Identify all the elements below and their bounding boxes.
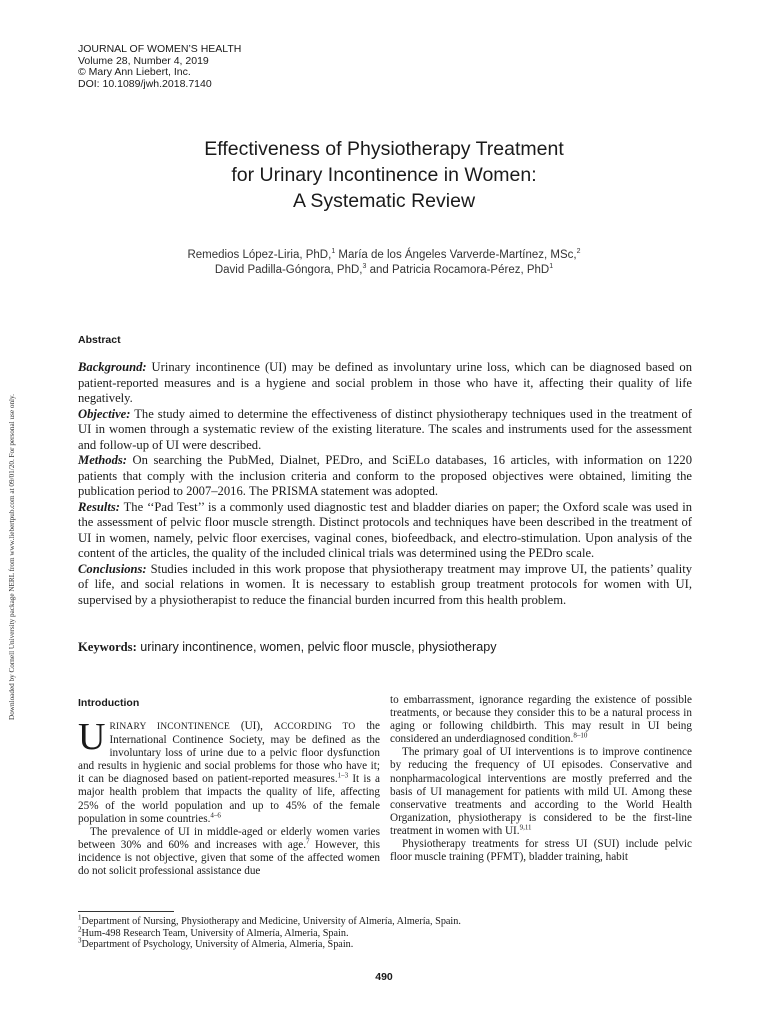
- journal-volume: Volume 28, Number 4, 2019: [78, 54, 209, 67]
- intro-paragraph-4: [390, 746, 692, 838]
- paragraph-text: However, this incidence is not objective, given that some of the affected women do not solicit professional assistance due: [78, 838, 380, 878]
- paragraph-text: Physiotherapy treatments for stress UI (SUI) include pelvic floor muscle training (PFMT), bladder training, habit: [390, 838, 692, 864]
- objective-text: The study aimed to determine the effectiveness of distinct physiotherapy techniques used in the treatment of UI in women through a systematic review of the existing literature. The scales and instruments used for the assessment and follow-up of UI were described.: [78, 406, 692, 452]
- objective-label: Objective:: [78, 406, 131, 421]
- footnote-marker: 3: [78, 936, 82, 945]
- paragraph-text: It is a major health problem that impacts the quality of life, affecting 25% of the world population and up to 45% of the female population in some countries.: [78, 773, 381, 825]
- results-label: Results:: [78, 499, 120, 514]
- keywords: [78, 640, 692, 656]
- background-label: Background:: [78, 360, 147, 374]
- journal-name: JOURNAL OF WOMEN’S HEALTH: [78, 43, 242, 55]
- author-name: Remedios López-Liria, PhD,: [187, 249, 332, 261]
- author-name: David Padilla-Góngora, PhD,: [214, 264, 363, 276]
- affiliation-marker: 3: [362, 263, 367, 271]
- paragraph-text: (UI),: [229, 720, 274, 732]
- abstract-background: [78, 360, 692, 407]
- citation-marker: 7: [306, 837, 310, 846]
- footnote-divider: [78, 911, 174, 912]
- footnote-text: Department of Nursing, Physiotherapy and Medicine, University of Almería, Almería, Spain.: [81, 916, 461, 927]
- footnote-text: Hum-498 Research Team, University of Almería, Almeria, Spain.: [81, 927, 349, 939]
- citation-marker: 4–6: [210, 810, 221, 819]
- background-text: Urinary incontinence (UI) may be defined as involuntary urine loss, which can be diagnosed based on patient-reported measures and is a hygiene and social problem in those who have it, affecting their quality of life negatively.: [78, 360, 692, 405]
- author-name: María de los Ángeles Varverde-Martínez, MSc,: [335, 249, 577, 261]
- footnote-marker: 1: [78, 913, 82, 922]
- abstract-objective: [78, 407, 692, 454]
- drop-cap: U: [78, 716, 106, 758]
- abstract-results: [78, 500, 692, 562]
- journal-doi: DOI: 10.1089/jwh.2018.7140: [78, 77, 212, 90]
- footnote-2: [78, 925, 692, 940]
- body-column-left: [78, 716, 381, 878]
- footnote-1: [78, 913, 692, 928]
- keywords-text: urinary incontinence, women, pelvic floor muscle, physiotherapy: [136, 640, 497, 654]
- affiliation-marker: 1: [331, 248, 336, 256]
- footnote-3: [78, 936, 692, 951]
- abstract-conclusions: [78, 562, 692, 609]
- body-column-right: [390, 694, 692, 864]
- title-line-1: Effectiveness of Physiotherapy Treatment: [204, 138, 564, 160]
- abstract-heading: Abstract: [78, 334, 121, 346]
- article-title: [78, 136, 690, 214]
- download-watermark: [8, 300, 22, 720]
- paragraph-text: The primary goal of UI interventions is to improve continence by reducing the frequency of UI episodes. Conservative and nonpharmacological interventions are mostly preferred and the basis of UI management for patients with mild UI. Among these conservative treatments and according to the World Health Organization, physiotherapy is considered to be the first-line treatment in women with UI.: [390, 746, 692, 837]
- paragraph-text: the International Continence Society, may be defined as the involuntary loss of urine due to a pelvic floor dysfunction and results in hygienic and social problems for those who have it; it can be diagnosed based on patient-reported measures.: [78, 720, 380, 786]
- citation-marker: 8–10: [573, 731, 588, 740]
- citation-marker: 1–3: [337, 771, 349, 780]
- title-line-2: for Urinary Incontinence in Women:: [231, 164, 537, 186]
- author-name: and Patricia Rocamora-Pérez, PhD: [366, 264, 550, 276]
- paragraph-text: The prevalence of UI in middle-aged or elderly women varies between 30% and 60% and increases with age.: [78, 825, 380, 851]
- title-line-3: A Systematic Review: [292, 190, 476, 212]
- methods-label: Methods:: [78, 453, 127, 467]
- small-caps-text: RINARY INCONTINENCE: [109, 722, 230, 732]
- affiliation-footnotes: [78, 913, 692, 951]
- conclusions-text: Studies included in this work propose that physiotherapy treatment may improve UI, the patients’ quality of life, and social relations in women. It is necessary to establish group treatment protocols for women with UI, supervised by a physiotherapist to reduce the financial burden incurred from this health problem.: [78, 561, 692, 607]
- small-caps-text: ACCORDING TO: [273, 722, 356, 732]
- abstract-methods: [78, 453, 692, 500]
- intro-paragraph-5: [390, 838, 692, 864]
- author-line-2: [78, 263, 690, 278]
- footnote-marker: 2: [78, 925, 82, 934]
- results-text: The ‘‘Pad Test’’ is a commonly used diagnostic test and bladder diaries on paper; the Oxford scale was used in the assessment of pelvic floor muscle strength. Distinct protocols and techniques have been described in the treatment of UI in women, namely, pelvic floor exercises, vaginal cones, biofeedback, and electro-stimulation. Upon analysis of the content of the articles, the quality of the included clinical trials was determined using the PEDro scale.: [78, 499, 692, 560]
- conclusions-label: Conclusions:: [78, 561, 147, 576]
- methods-text: On searching the PubMed, Dialnet, PEDro, and SciELo databases, 16 articles, with information on 1220 patients that comply with the inclusion criteria and conform to the proposed objectives were obtained, limiting the publication period to 2007–2016. The PRISMA statement was adopted.: [78, 453, 692, 498]
- paragraph-text: to embarrassment, ignorance regarding the existence of possible treatments, or because they consider this to be a natural process in aging or following childbirth. This may result in UI being considered an underdiagnosed condition.: [390, 694, 692, 746]
- citation-marker: 9,11: [519, 823, 532, 832]
- abstract-body: [78, 360, 692, 608]
- intro-paragraph-3: [390, 694, 692, 746]
- download-watermark-text: Downloaded by Cornell University package NERL from www.liebertpub.com at 09/01/20. For personal use only.: [8, 394, 16, 720]
- page-number: 490: [375, 971, 393, 983]
- journal-copyright: © Mary Ann Liebert, Inc.: [78, 66, 191, 78]
- intro-paragraph-2: [78, 826, 380, 878]
- intro-paragraph-1: [78, 716, 381, 826]
- keywords-label: Keywords:: [78, 640, 137, 654]
- journal-header: [78, 44, 241, 90]
- affiliation-marker: 2: [576, 248, 581, 256]
- affiliation-marker: 1: [549, 263, 554, 271]
- author-list: [78, 248, 690, 278]
- introduction-heading: Introduction: [78, 697, 140, 709]
- footnote-text: Department of Psychology, University of Almeria, Almeria, Spain.: [81, 939, 354, 951]
- author-line-1: [78, 248, 690, 263]
